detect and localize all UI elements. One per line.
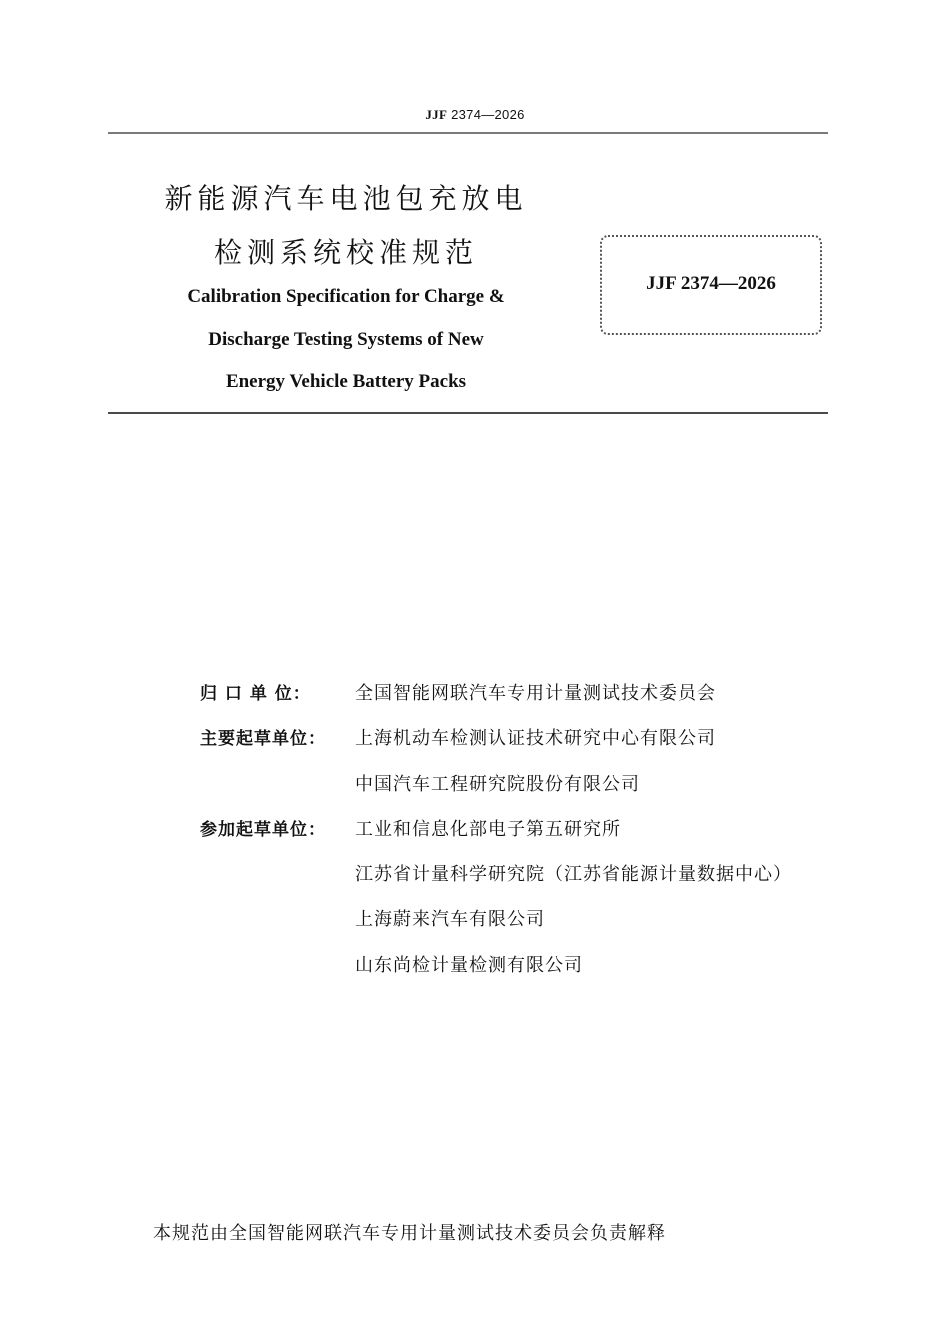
title-english-line-3: Energy Vehicle Battery Packs [225,371,467,392]
org-participating-value-3: 上海蔚来汽车有限公司 [355,909,545,930]
spec-code-box [600,235,822,335]
spec-code-text: JJF 2374—2026 [646,273,776,294]
org-participating-label: 参加起草单位： [200,820,326,840]
header-divider [108,132,828,134]
org-main-drafting-value-2: 中国汽车工程研究院股份有限公司 [355,774,640,795]
org-responsible-row [200,679,716,705]
org-participating-row [200,815,621,841]
header-spec-code [0,107,950,123]
org-responsible-label: 归 口 单 位： [200,684,311,704]
org-participating-value-4: 山东尚检计量检测有限公司 [355,955,583,976]
title-chinese-line-2: 检测系统校准规范 [213,236,478,269]
title-english-line-2: Discharge Testing Systems of New [208,329,484,350]
org-main-drafting-value-1: 上海机动车检测认证技术研究中心有限公司 [355,728,716,749]
title-divider [108,412,828,414]
org-participating-value-2: 江苏省计量科学研究院（江苏省能源计量数据中心） [355,864,792,885]
header-code-prefix: JJF [425,107,448,122]
org-main-drafting-label: 主要起草单位： [200,729,326,749]
title-english-line-1: Calibration Specification for Charge & [187,286,505,307]
org-main-drafting-row [200,724,716,750]
interpretation-note: 本规范由全国智能网联汽车专用计量测试技术委员会负责解释 [153,1223,666,1244]
org-responsible-value: 全国智能网联汽车专用计量测试技术委员会 [355,683,716,704]
title-chinese-line-1: 新能源汽车电池包充放电 [164,182,528,215]
header-code-number: 2374—2026 [447,107,525,122]
org-participating-value-1: 工业和信息化部电子第五研究所 [355,819,621,840]
